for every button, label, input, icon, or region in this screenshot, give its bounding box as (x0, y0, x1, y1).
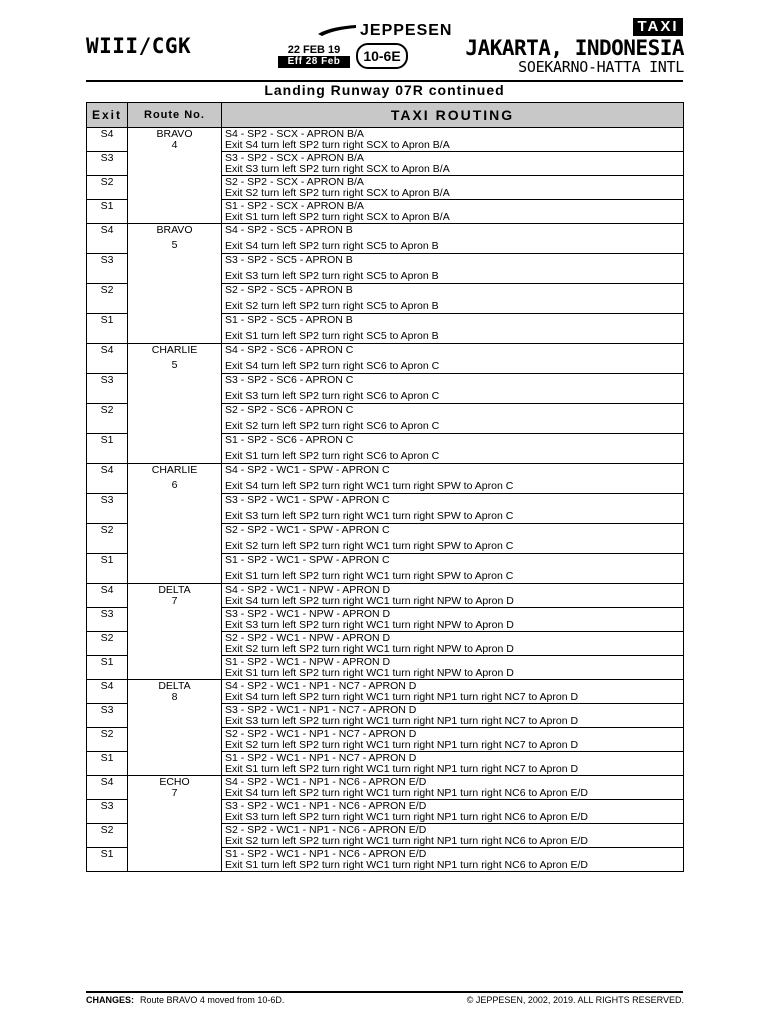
table-row (87, 284, 684, 314)
table-row (87, 464, 684, 494)
routing-short: S2 - SP2 - SC5 - APRON B (225, 284, 353, 296)
routing-long: Exit S4 turn left SP2 turn right SC5 to Apron B (225, 240, 439, 252)
routing-short: S1 - SP2 - SCX - APRON B/A (225, 200, 364, 212)
routing-cell (222, 632, 684, 656)
footer-divider (86, 991, 683, 993)
routing-cell (222, 800, 684, 824)
route-name: BRAVO (156, 128, 193, 140)
routing-long: Exit S2 turn left SP2 turn right WC1 turn right NP1 turn right NC7 to Apron D (225, 739, 579, 751)
exit-cell: S4 (87, 680, 128, 704)
routing-long: Exit S1 turn left SP2 turn right SCX to Apron B/A (225, 211, 450, 223)
routing-long: Exit S4 turn left SP2 turn right WC1 turn right NP1 turn right NC7 to Apron D (225, 691, 579, 703)
route-name: DELTA (158, 680, 191, 692)
route-cell (128, 284, 222, 314)
routing-cell (222, 464, 684, 494)
routing-short: S2 - SP2 - SC6 - APRON C (225, 404, 354, 416)
routing-short: S3 - SP2 - WC1 - NP1 - NC6 - APRON E/D (225, 800, 427, 812)
routing-long: Exit S1 turn left SP2 turn right WC1 turn right NPW to Apron D (225, 667, 514, 679)
routing-long: Exit S2 turn left SP2 turn right WC1 turn right NPW to Apron D (225, 643, 514, 655)
exit-cell: S4 (87, 584, 128, 608)
routing-cell (222, 404, 684, 434)
table-row (87, 554, 684, 584)
table-row (87, 374, 684, 404)
exit-cell: S1 (87, 848, 128, 872)
routing-short: S4 - SP2 - SCX - APRON B/A (225, 128, 364, 140)
routing-cell (222, 656, 684, 680)
route-cell (128, 464, 222, 494)
routing-cell (222, 704, 684, 728)
jeppesen-swoosh-icon (318, 25, 356, 37)
route-cell (128, 494, 222, 524)
routing-long: Exit S1 turn left SP2 turn right SC5 to Apron B (225, 330, 439, 342)
exit-cell: S1 (87, 656, 128, 680)
table-row (87, 728, 684, 752)
routing-long: Exit S3 turn left SP2 turn right SC6 to Apron C (225, 390, 440, 402)
routing-cell (222, 728, 684, 752)
exit-cell: S3 (87, 152, 128, 176)
exit-cell: S1 (87, 434, 128, 464)
exit-cell: S2 (87, 524, 128, 554)
table-row (87, 680, 684, 704)
routing-short: S2 - SP2 - WC1 - NPW - APRON D (225, 632, 391, 644)
exit-cell: S1 (87, 752, 128, 776)
routing-short: S4 - SP2 - WC1 - SPW - APRON C (225, 464, 390, 476)
jeppesen-logo (318, 22, 452, 40)
route-number: 8 (171, 691, 178, 703)
table-row (87, 200, 684, 224)
route-number: 5 (171, 359, 178, 371)
routing-short: S4 - SP2 - SC6 - APRON C (225, 344, 354, 356)
route-cell (128, 554, 222, 584)
changes-label: CHANGES: (86, 995, 135, 1005)
table-row (87, 434, 684, 464)
route-cell (128, 344, 222, 374)
routing-long: Exit S2 turn left SP2 turn right WC1 turn right SPW to Apron C (225, 540, 514, 552)
routing-long: Exit S1 turn left SP2 turn right WC1 turn right SPW to Apron C (225, 570, 514, 582)
routing-long: Exit S3 turn left SP2 turn right WC1 turn right NP1 turn right NC6 to Apron E/D (225, 811, 588, 823)
chart-header (0, 0, 768, 82)
routing-long: Exit S2 turn left SP2 turn right SCX to Apron B/A (225, 187, 450, 199)
route-cell (128, 152, 222, 176)
table-header-row (87, 103, 684, 128)
routing-short: S1 - SP2 - WC1 - NP1 - NC7 - APRON D (225, 752, 417, 764)
routing-long: Exit S4 turn left SP2 turn right WC1 turn right SPW to Apron C (225, 480, 514, 492)
exit-cell: S3 (87, 608, 128, 632)
route-cell (128, 200, 222, 224)
routing-short: S3 - SP2 - SC6 - APRON C (225, 374, 354, 386)
routing-short: S4 - SP2 - WC1 - NPW - APRON D (225, 584, 391, 596)
exit-cell: S1 (87, 554, 128, 584)
routing-cell (222, 608, 684, 632)
header-taxi-routing: TAXI ROUTING (222, 103, 684, 128)
table-row (87, 254, 684, 284)
exit-cell: S4 (87, 464, 128, 494)
copyright: © JEPPESEN, 2002, 2019. ALL RIGHTS RESERVED. (466, 995, 684, 1005)
routing-short: S3 - SP2 - SC5 - APRON B (225, 254, 353, 266)
route-cell (128, 656, 222, 680)
routing-long: Exit S3 turn left SP2 turn right WC1 turn right NPW to Apron D (225, 619, 514, 631)
route-cell (128, 584, 222, 608)
routing-short: S1 - SP2 - WC1 - NPW - APRON D (225, 656, 391, 668)
chart-type-badge: TAXI (633, 18, 683, 36)
route-cell (128, 608, 222, 632)
route-cell (128, 524, 222, 554)
table-row (87, 704, 684, 728)
route-cell (128, 254, 222, 284)
table-row (87, 224, 684, 254)
route-cell (128, 314, 222, 344)
effective-date: Eff 28 Feb (278, 56, 350, 68)
table-row (87, 128, 684, 152)
routing-long: Exit S4 turn left SP2 turn right SC6 to Apron C (225, 360, 440, 372)
routing-cell (222, 584, 684, 608)
route-cell (128, 374, 222, 404)
table-row (87, 848, 684, 872)
route-name: DELTA (158, 584, 191, 596)
route-cell (128, 776, 222, 800)
exit-cell: S4 (87, 128, 128, 152)
table-row (87, 632, 684, 656)
route-number: 7 (171, 787, 178, 799)
exit-cell: S3 (87, 254, 128, 284)
table-row (87, 152, 684, 176)
route-cell (128, 176, 222, 200)
routing-long: Exit S1 turn left SP2 turn right WC1 turn right NP1 turn right NC6 to Apron E/D (225, 859, 588, 871)
table-row (87, 404, 684, 434)
route-cell (128, 704, 222, 728)
routing-cell (222, 314, 684, 344)
section-title: Landing Runway 07R continued (264, 82, 505, 98)
table-row (87, 344, 684, 374)
exit-cell: S2 (87, 632, 128, 656)
routing-long: Exit S2 turn left SP2 turn right SC6 to Apron C (225, 420, 440, 432)
routing-short: S3 - SP2 - SCX - APRON B/A (225, 152, 364, 164)
exit-cell: S1 (87, 200, 128, 224)
taxi-routing-table (86, 102, 684, 872)
routing-short: S4 - SP2 - WC1 - NP1 - NC6 - APRON E/D (225, 776, 427, 788)
airport-name: SOEKARNO-HATTA INTL (518, 58, 684, 76)
route-number: 5 (171, 239, 178, 251)
routing-short: S2 - SP2 - SCX - APRON B/A (225, 176, 364, 188)
route-cell (128, 800, 222, 824)
routing-short: S1 - SP2 - WC1 - NP1 - NC6 - APRON E/D (225, 848, 427, 860)
table-row (87, 524, 684, 554)
routing-cell (222, 434, 684, 464)
exit-cell: S2 (87, 176, 128, 200)
routing-cell (222, 776, 684, 800)
route-number: 7 (171, 595, 178, 607)
exit-cell: S3 (87, 494, 128, 524)
changes-note (86, 995, 284, 1005)
routing-short: S2 - SP2 - WC1 - SPW - APRON C (225, 524, 390, 536)
route-name: BRAVO (156, 224, 193, 236)
routing-cell (222, 254, 684, 284)
route-cell (128, 728, 222, 752)
routing-long: Exit S3 turn left SP2 turn right SC5 to Apron B (225, 270, 439, 282)
route-cell (128, 848, 222, 872)
routing-long: Exit S3 turn left SP2 turn right WC1 turn right NP1 turn right NC7 to Apron D (225, 715, 579, 727)
exit-cell: S2 (87, 404, 128, 434)
table-row (87, 800, 684, 824)
routing-short: S2 - SP2 - WC1 - NP1 - NC7 - APRON D (225, 728, 417, 740)
routing-cell (222, 200, 684, 224)
routing-long: Exit S3 turn left SP2 turn right WC1 turn right SPW to Apron C (225, 510, 514, 522)
route-cell (128, 752, 222, 776)
routing-cell (222, 680, 684, 704)
exit-cell: S3 (87, 704, 128, 728)
routing-short: S1 - SP2 - SC6 - APRON C (225, 434, 354, 446)
routing-short: S3 - SP2 - WC1 - NPW - APRON D (225, 608, 391, 620)
routing-long: Exit S4 turn left SP2 turn right WC1 turn right NPW to Apron D (225, 595, 514, 607)
exit-cell: S3 (87, 800, 128, 824)
chart-date: 22 FEB 19 (287, 44, 341, 56)
routing-cell (222, 554, 684, 584)
route-number: 6 (171, 479, 178, 491)
exit-cell: S2 (87, 728, 128, 752)
routing-short: S4 - SP2 - SC5 - APRON B (225, 224, 353, 236)
routing-cell (222, 152, 684, 176)
routing-short: S2 - SP2 - WC1 - NP1 - NC6 - APRON E/D (225, 824, 427, 836)
route-cell (128, 824, 222, 848)
routing-short: S1 - SP2 - SC5 - APRON B (225, 314, 353, 326)
routing-cell (222, 284, 684, 314)
city-name: JAKARTA, INDONESIA (465, 36, 684, 60)
routing-short: S4 - SP2 - WC1 - NP1 - NC7 - APRON D (225, 680, 417, 692)
airport-code: WIII/CGK (86, 34, 192, 58)
table-row (87, 776, 684, 800)
table-body (87, 128, 684, 872)
routing-cell (222, 176, 684, 200)
table-row (87, 824, 684, 848)
brand-name: JEPPESEN (360, 22, 453, 39)
routing-long: Exit S2 turn left SP2 turn right SC5 to Apron B (225, 300, 439, 312)
changes-text: Route BRAVO 4 moved from 10-6D. (140, 995, 285, 1005)
exit-cell: S2 (87, 824, 128, 848)
routing-cell (222, 752, 684, 776)
routing-cell (222, 824, 684, 848)
chart-date-block (278, 44, 350, 68)
route-name: CHARLIE (151, 344, 198, 356)
table-row (87, 494, 684, 524)
table-row (87, 608, 684, 632)
route-name: CHARLIE (151, 464, 198, 476)
route-cell (128, 434, 222, 464)
routing-long: Exit S1 turn left SP2 turn right SC6 to Apron C (225, 450, 440, 462)
routing-long: Exit S3 turn left SP2 turn right SCX to Apron B/A (225, 163, 450, 175)
routing-short: S3 - SP2 - WC1 - NP1 - NC7 - APRON D (225, 704, 417, 716)
routing-short: S1 - SP2 - WC1 - SPW - APRON C (225, 554, 390, 566)
routing-cell (222, 128, 684, 152)
exit-cell: S1 (87, 314, 128, 344)
route-cell (128, 224, 222, 254)
table-row (87, 176, 684, 200)
exit-cell: S4 (87, 344, 128, 374)
routing-cell (222, 224, 684, 254)
chart-number: 10-6E (356, 43, 408, 69)
route-cell (128, 128, 222, 152)
exit-cell: S3 (87, 374, 128, 404)
routing-cell (222, 374, 684, 404)
routing-long: Exit S4 turn left SP2 turn right WC1 turn right NP1 turn right NC6 to Apron E/D (225, 787, 588, 799)
route-cell (128, 680, 222, 704)
table-row (87, 752, 684, 776)
exit-cell: S2 (87, 284, 128, 314)
routing-cell (222, 524, 684, 554)
table-row (87, 656, 684, 680)
routing-long: Exit S4 turn left SP2 turn right SCX to Apron B/A (225, 139, 450, 151)
header-route: Route No. (128, 103, 222, 128)
routing-cell (222, 344, 684, 374)
exit-cell: S4 (87, 776, 128, 800)
route-cell (128, 404, 222, 434)
exit-cell: S4 (87, 224, 128, 254)
table-row (87, 314, 684, 344)
header-exit: Exit (87, 103, 128, 128)
route-name: ECHO (159, 776, 190, 788)
route-number: 4 (171, 139, 178, 151)
routing-short: S3 - SP2 - WC1 - SPW - APRON C (225, 494, 390, 506)
routing-cell (222, 494, 684, 524)
routing-cell (222, 848, 684, 872)
routing-long: Exit S1 turn left SP2 turn right WC1 turn right NP1 turn right NC7 to Apron D (225, 763, 579, 775)
routing-long: Exit S2 turn left SP2 turn right WC1 turn right NP1 turn right NC6 to Apron E/D (225, 835, 588, 847)
route-cell (128, 632, 222, 656)
table-row (87, 584, 684, 608)
